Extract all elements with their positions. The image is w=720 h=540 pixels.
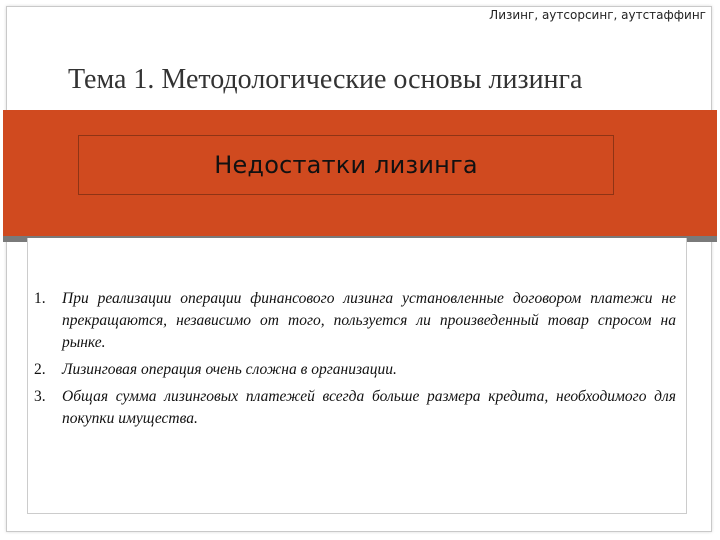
list-item-number: 1. (34, 290, 46, 307)
topic-title: Тема 1. Методологические основы лизинга (68, 64, 583, 95)
list-item-text: Общая сумма лизинговых платежей всегда больше размера кредита, необходимого для покупки имущества. (62, 388, 676, 427)
header-label: Лизинг, аутсорсинг, аутстаффинг (489, 8, 706, 22)
drawbacks-list (34, 288, 676, 435)
list-item-text: При реализации операции финансового лизинга установленные договором платежи не прекращаются, независимо от того, пользуется ли произведенный товар спросом на рынке. (62, 290, 676, 351)
section-heading: Недостатки лизинга (214, 151, 478, 179)
list-item (34, 288, 676, 354)
list-item-number: 3. (34, 388, 46, 405)
list-item-text: Лизинговая операция очень сложна в организации. (62, 361, 397, 378)
list-item-number: 2. (34, 361, 46, 378)
list-item (34, 386, 676, 430)
list-item (34, 359, 676, 381)
section-heading-box (78, 135, 614, 195)
